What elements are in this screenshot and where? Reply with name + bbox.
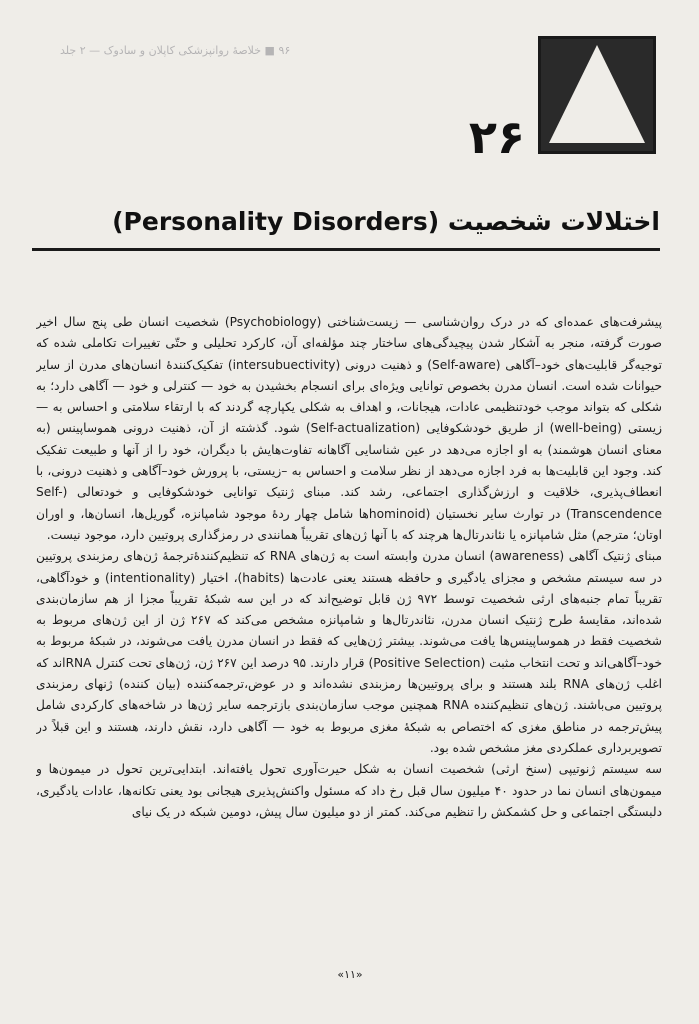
paragraph: مبنای ژنتیک آگاهی (awareness) انسان مدرن وابسته است به ژن‌های RNA که تنظیم‌کنندهٔ‌ترجمهٔ ژن‌های رمزبندی پروتیین در سه سیستم مشخص و مجزای یادگیری و حافظه هستند یعنی عادت‌ها (habits)، اختیار (intentionality) و خودآگاهی، تقریباً تمام جنبه‌های ارثی شخصیت توسط ۹۷۲ ژن قابل توضیح‌اند که در این سه شبکهٔ تقریباً مجزا از هم سازمان‌بندی شده‌اند، مقایسهٔ طرح ژنتیک انسان مدرن، نئاندرتال‌ها و شامپانزه مشخص می‌کند که ۲۶۷ ژن از این ژن‌های مربوط به شخصیت فقط در هموساپینس‌ها یافت می‌شوند. بیشتر ژن‌هایی که فقط در انسان مدرن یافت می‌شوند، در شبکهٔ مربوط به خود–آگاهی‌اند و تحت انتخاب مثبت (Positive Selection) قرار دارند. ۹۵ درصد این ۲۶۷ ژن، ژن‌های تحت کنترل RNAاند که اغلب ژن‌های RNA بلند هستند و برای پروتیین‌ها رمزبندی نشده‌اند و در عوض،ترجمه‌کننده (بیان کننده) ژنهای رمزبندی پروتیین می‌باشند. ژن‌های تنظیم‌کننده RNA همچنین موجب سازمان‌بندی بازترجمه سایر ژن‌ها در شاخه‌های کارکردی شامل پیش‌ترجمه در مناطق مغزی که اختصاص به شبکهٔ مغزی مربوط به خود — آگاهی دارد، نقش دارند، هستند و این قبلاً در تصویربرداری عملکردی مغز مشخص شده بود. bbox=[36, 549, 662, 755]
running-header: ۹۶ ■ خلاصهٔ روانپزشکی کاپلان و سادوک — ۲ جلد bbox=[60, 44, 291, 57]
triangle-emblem-icon bbox=[549, 45, 645, 143]
page-number: «۱۱» bbox=[337, 968, 363, 981]
body-text bbox=[36, 312, 662, 960]
chapter-emblem bbox=[538, 36, 656, 154]
chapter-title: اختلالات شخصیت (Personality Disorders) bbox=[112, 207, 660, 236]
title-divider bbox=[32, 248, 660, 251]
paragraph: سه سیستم ژنوتیپی (سنخ ارثی) شخصیت انسان به شکل حیرت‌آوری تحول یافته‌اند. ابتدایی‌ترین تحول در میمون‌ها و میمون‌های انسان نما در حدود ۴۰ میلیون سال قبل رخ داد که مسئول واکنش‌پذیری هیجانی بود یعنی تکانه‌ها، عادات یادگیری، دلبستگی اجتماعی و حل کشمکش را تنظیم می‌کند. کمتر از دو میلیون سال پیش، دومین شبکه در یک نیای bbox=[36, 762, 662, 819]
chapter-number: ۲۶ bbox=[468, 110, 526, 164]
paragraph: پیشرفت‌های عمده‌ای که در درک روان‌شناسی — زیست‌شناختی (Psychobiology) شخصیت انسان طی پنج سال اخیر صورت گرفته، منجر به آشکار شدن پیچیدگی‌های ساختار چند مؤلفه‌ای آن، کارکرد تحلیلی و حتّی تغییرات تکاملی شده که توجیه‌گر قابلیت‌های خود–آگاهی (Self-aware) و ذهنیت درونی (intersubuectivity) تفکیک‌کنندهٔ انسان‌های مدرن از سایر حیوانات شده است. انسان مدرن بخصوص توانایی ویژه‌ای برای انسجام بخشیدن به خود — کنترلی و خود — آگاهی دارد؛ به شکلی که بتواند موجب خودتنظیمی عادات، هیجانات، و اهداف به شکلی یکپارچه گردند که با ارتقاء سلامتی و احساس به — زیستی (well-being) از طریق خودشکوفایی (Self-actualization) شود. گذشته از آن، ذهنیت درونی هموساپینس (به معنای انسان هوشمند) به او اجازه می‌دهد در عین شناسایی آگاهانه تفاوت‌هایش با دیگران، خود را از آنها و طبیعت تفکیک کند. وجود این قابلیت‌ها به فرد اجازه می‌دهد از نظر سلامت و احساس به –زیستی، با پرورش خود–آگاهی و ذهنیت درونی، با انعطاف‌پذیری، خلاقیت و ارزش‌گذاری اجتماعی، رشد کند. مبنای ژنتیک توانایی خودشکوفایی و خودتعالی (Self-Transcendence) در توارث سایر نخستیان (hominoidها شامل چهار ردهٔ موجود شامپانزه، گوریل‌ها، انسان‌ها، و اوران اوتان؛ مترجم) مثل شامپانزه یا نئاندرتال‌ها هرچند که با آنها ژن‌های تقریباً همانندی در رمزگذاری پروتیین دارد، موجود نیست. bbox=[36, 315, 662, 542]
